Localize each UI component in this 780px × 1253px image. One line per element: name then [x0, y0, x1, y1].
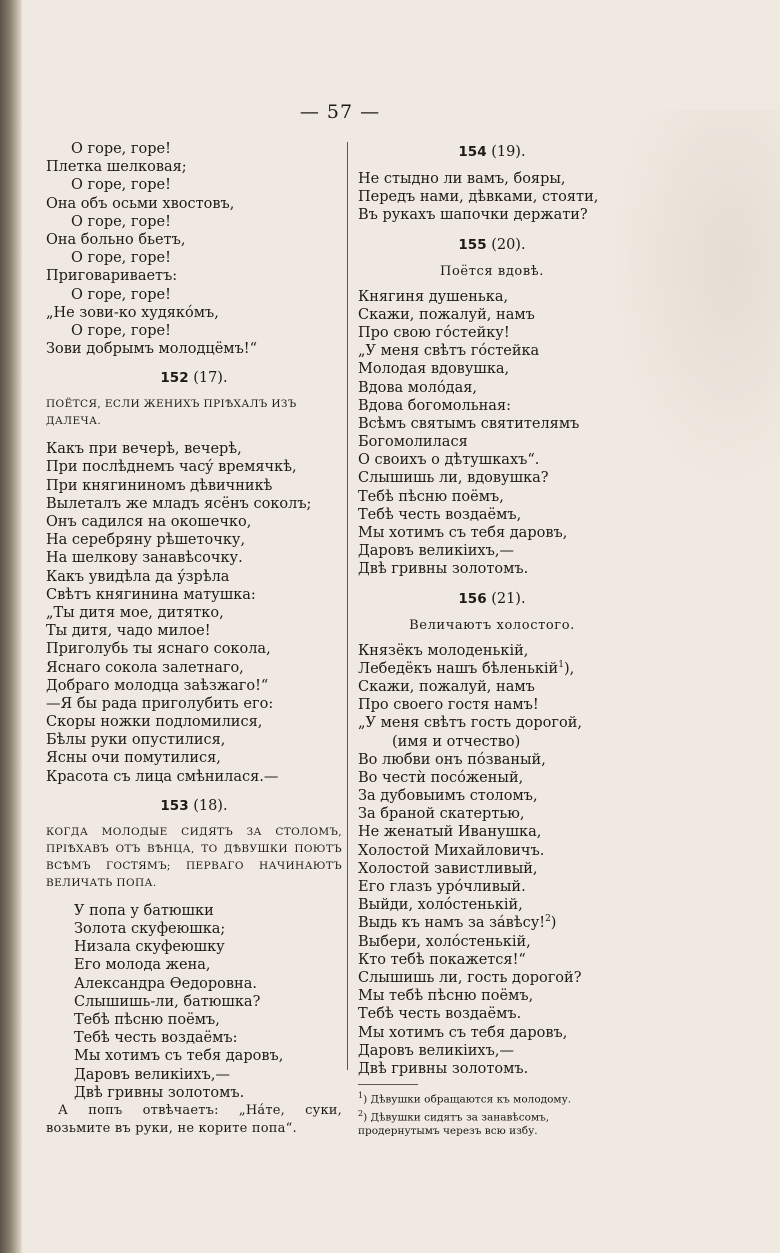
song-number: 152	[160, 370, 189, 387]
footnote	[358, 1089, 626, 1107]
verse-line-text: Его глазъ урóчливый.	[358, 879, 526, 895]
book-spine-shadow	[0, 0, 22, 1253]
verse-line	[358, 769, 626, 787]
song-152-heading	[46, 366, 342, 390]
verse-line	[358, 678, 626, 696]
verse-line: Вдова богомольная:	[358, 397, 511, 414]
song-153-caption: КОГДА МОЛОДЫЕ СИДЯТЪ ЗА СТОЛОМЪ, ПРІѢХАВЪ ОТЪ ВѢНЦА, ТО ДѢВУШКИ ПОЮТЪ ВСѢМЪ ГОСТЯМЪ; ПЕРВАГО НАЧИНАЮТЪ ВЕЛИЧАТЬ ПОПА.	[46, 825, 342, 889]
verse-line: О горе, горе!	[71, 322, 171, 339]
verse-line-text: Слышишь ли, гость дорогой?	[358, 969, 582, 986]
verse-line: Золота скуфеюшка;	[74, 921, 226, 937]
verse-line: При послѣднемъ часý времячкѣ,	[46, 459, 297, 476]
right-column	[358, 140, 626, 1138]
verse-line: Слышишь-ли, батюшка?	[74, 993, 261, 1010]
verse-line-text: За браной скатертью,	[358, 806, 525, 823]
verse-line	[358, 878, 626, 896]
verse-line: На шелкову занавѣсочку.	[46, 550, 243, 567]
verse-line: „У меня свѣтъ гóстейка	[358, 343, 540, 360]
verse-line: —Я бы рада приголубить его:	[46, 695, 274, 712]
verse-line-text: Князёкъ молоденькій,	[358, 642, 529, 659]
verse-line: Скоры ножки подломилися,	[46, 714, 263, 731]
verse-line	[358, 1060, 626, 1078]
verse-line-text: Скажи, пожалуй, намъ	[358, 678, 535, 695]
song-number: 156	[458, 590, 487, 607]
verse-line-text: Даровъ великіихъ,—	[358, 1042, 514, 1059]
verse-line-text: „У меня свѣтъ гость дорогой,	[358, 715, 583, 732]
verse-line: „Ты дитя мое, дитятко,	[46, 604, 224, 621]
verse-line: Мы хотимъ съ тебя даровъ,	[74, 1048, 284, 1065]
verse-line	[358, 714, 626, 732]
verse-line	[358, 660, 626, 678]
song-152-caption: ПОЁТСЯ, ЕСЛИ ЖЕНИХЪ ПРІѢХАЛЪ ИЗЪ ДАЛЕЧА.	[46, 398, 297, 428]
verse-line	[358, 733, 626, 751]
column-divider	[347, 142, 348, 1070]
verse-line: Всѣмъ святымъ святителямъ	[358, 415, 580, 432]
verse-line: О горе, горе!	[71, 177, 171, 194]
verse-line	[358, 933, 626, 951]
footnote-rule	[358, 1084, 418, 1085]
footnote-number: 1	[358, 1091, 364, 1101]
song-ref: (21).	[491, 590, 526, 607]
verse-line: Его молода жена,	[74, 957, 211, 974]
verse-line	[358, 969, 626, 987]
verse-line: О горе, горе!	[71, 250, 171, 267]
verse-line: Вдова молóдая,	[358, 379, 478, 396]
song-156-verse	[358, 642, 626, 1079]
verse-line	[358, 1024, 626, 1042]
show-through-shading	[610, 110, 780, 490]
verse-line	[358, 696, 626, 714]
song-ref: (17).	[193, 370, 228, 387]
verse-line-text: Мы тебѣ пѣсню поёмъ,	[358, 988, 534, 1005]
verse-line: „Не зови-ко худякóмъ,	[46, 304, 219, 321]
footnotes	[358, 1089, 626, 1138]
song-number: 153	[160, 797, 189, 814]
verse-line: О своихъ о дѣтушкахъ“.	[358, 452, 540, 469]
song-153-closing: А попъ отвѣчаетъ: „Нáте, суки, возьмите въ руки, не корите попа“.	[46, 1102, 342, 1136]
footnote-marker: 2	[545, 914, 551, 925]
verse-line: Мы хотимъ съ тебя даровъ,	[358, 525, 568, 541]
song-number: 154	[458, 144, 487, 160]
verse-line: Какъ увидѣла да ýзрѣла	[46, 568, 230, 585]
verse-line: Двѣ гривны золотомъ.	[358, 561, 529, 578]
verse-line-text: Кто тебѣ покажется!“	[358, 951, 526, 968]
verse-line: На серебряну рѣшеточку,	[46, 532, 246, 549]
verse-line	[358, 914, 626, 932]
verse-line	[358, 805, 626, 823]
song-156-caption: Величаютъ холостого.	[409, 617, 575, 633]
verse-line-text: Про своего гостя намъ!	[358, 697, 539, 714]
verse-line: Добраго молодца заѣзжаго!“	[46, 677, 269, 694]
verse-line	[358, 896, 626, 914]
verse-line: Какъ при вечерѣ, вечерѣ,	[46, 441, 242, 458]
verse-line	[358, 1005, 626, 1023]
verse-line-text: Лебедёкъ нашъ бѣленькій	[358, 660, 559, 677]
verse-line	[358, 860, 626, 878]
song-151-ending	[46, 140, 342, 358]
song-152-verse	[46, 440, 342, 786]
verse-line: Молодая вдовушка,	[358, 361, 510, 378]
footnote-marker-tail: )	[550, 915, 557, 932]
verse-line: О горе, горе!	[71, 286, 171, 303]
verse-line-text: (имя и отчество)	[392, 733, 521, 750]
verse-line: Зови добрымъ молодцёмъ!“	[46, 341, 258, 358]
verse-line	[358, 823, 626, 841]
verse-line: При княгининомъ дѣвичникѣ	[46, 477, 273, 494]
verse-line: О горе, горе!	[71, 141, 171, 157]
song-155-verse	[358, 288, 626, 579]
song-153-heading	[46, 794, 342, 818]
song-ref: (18).	[193, 797, 228, 814]
verse-line: Не стыдно ли вамъ, бояры,	[358, 171, 566, 187]
verse-line: Яснаго сокола залетнаго,	[46, 659, 244, 676]
verse-line: Она объ осьми хвостовъ,	[46, 195, 235, 212]
verse-line: Александра Өедоровна.	[74, 975, 257, 992]
verse-line: Красота съ лица смѣнилася.—	[46, 768, 279, 785]
verse-line: Про свою гóстейку!	[358, 324, 510, 341]
song-ref: (20).	[491, 236, 526, 253]
verse-line: Свѣтъ княгинина матушка:	[46, 586, 256, 603]
verse-line: Княгиня душенька,	[358, 288, 509, 305]
verse-line: Ясны очи помутилися,	[46, 750, 221, 767]
verse-line: Приговариваетъ:	[46, 268, 178, 285]
verse-line: У попа у батюшки	[74, 902, 214, 919]
verse-line-text: Мы хотимъ съ тебя даровъ,	[358, 1024, 568, 1041]
footnote-text: ) Дѣвушки обращаются къ молодому.	[363, 1093, 572, 1106]
verse-line-text: Не женатый Иванушка,	[358, 824, 542, 841]
verse-line-text: Выйди, холóстенькій,	[358, 897, 523, 914]
verse-line-text: Во честѝ посóженый,	[358, 769, 524, 786]
song-153-verse	[46, 902, 342, 1102]
verse-line	[358, 642, 626, 660]
verse-line	[358, 842, 626, 860]
verse-line: Приголубь ты яснаго сокола,	[46, 641, 271, 658]
verse-line: О горе, горе!	[71, 213, 171, 230]
verse-line	[358, 787, 626, 805]
verse-line-text: За дубовыимъ столомъ,	[358, 788, 538, 805]
verse-line: Онъ садился на окошечко,	[46, 514, 252, 530]
footnote-number: 2	[358, 1108, 364, 1118]
footnote-marker: 1	[558, 659, 564, 670]
verse-line-text: Холостой завистливый,	[358, 860, 538, 877]
verse-line: Низала скуфеюшку	[74, 939, 225, 956]
verse-line: Бѣлы руки опустилися,	[46, 732, 226, 749]
song-154-heading	[358, 140, 626, 164]
verse-line-text: Двѣ гривны золотомъ.	[358, 1060, 529, 1077]
verse-line-text: Тебѣ честь воздаёмъ.	[358, 1006, 522, 1023]
verse-line: Тебѣ пѣсню поёмъ,	[74, 1011, 220, 1028]
verse-line: Скажи, пожалуй, намъ	[358, 306, 535, 323]
page-number: — 57 —	[299, 101, 381, 123]
verse-line: Ты дитя, чадо милое!	[46, 623, 211, 640]
verse-line: Слышишь ли, вдовушка?	[358, 470, 549, 487]
verse-line	[358, 1042, 626, 1060]
verse-line: Даровъ великіихъ,—	[358, 543, 514, 560]
verse-line: Она больно бьетъ,	[46, 231, 186, 248]
verse-line: Вылеталъ же младъ ясёнъ соколъ;	[46, 495, 312, 512]
song-155-caption: Поётся вдовѣ.	[440, 263, 544, 279]
verse-line-text: Выбери, холóстенькій,	[358, 933, 531, 950]
verse-line	[358, 987, 626, 1005]
song-number: 155	[458, 236, 487, 253]
song-ref: (19).	[491, 144, 526, 160]
verse-line-text: Во любви онъ пóзваный,	[358, 751, 546, 768]
footnote	[358, 1107, 626, 1139]
song-156-heading	[358, 587, 626, 611]
verse-line: Богомолилася	[358, 434, 468, 451]
verse-line-text: Выдь къ намъ за зáвѣсу!	[358, 915, 546, 932]
verse-line: Въ рукахъ шапочки держати?	[358, 207, 588, 224]
verse-line: Тебѣ честь воздаёмъ,	[358, 506, 522, 523]
verse-line: Тебѣ пѣсню поёмъ,	[358, 488, 504, 505]
verse-line	[358, 751, 626, 769]
verse-line-text: Холостой Михайловичъ.	[358, 842, 545, 859]
verse-line: Даровъ великіихъ,—	[74, 1066, 230, 1083]
footnote-text: ) Дѣвушки сидятъ за занавѣсомъ, продернутымъ черезъ всю избу.	[358, 1111, 550, 1138]
song-155-heading	[358, 233, 626, 257]
verse-line: Передъ нами, дѣвками, стояти,	[358, 189, 599, 206]
song-154-verse	[358, 170, 626, 225]
left-column	[46, 140, 342, 1138]
verse-line	[358, 951, 626, 969]
verse-line: Двѣ гривны золотомъ.	[74, 1084, 245, 1101]
verse-line: Плетка шелковая;	[46, 159, 187, 176]
footnote-marker-tail: ),	[563, 660, 575, 677]
verse-line: Тебѣ честь воздаёмъ:	[74, 1030, 238, 1047]
